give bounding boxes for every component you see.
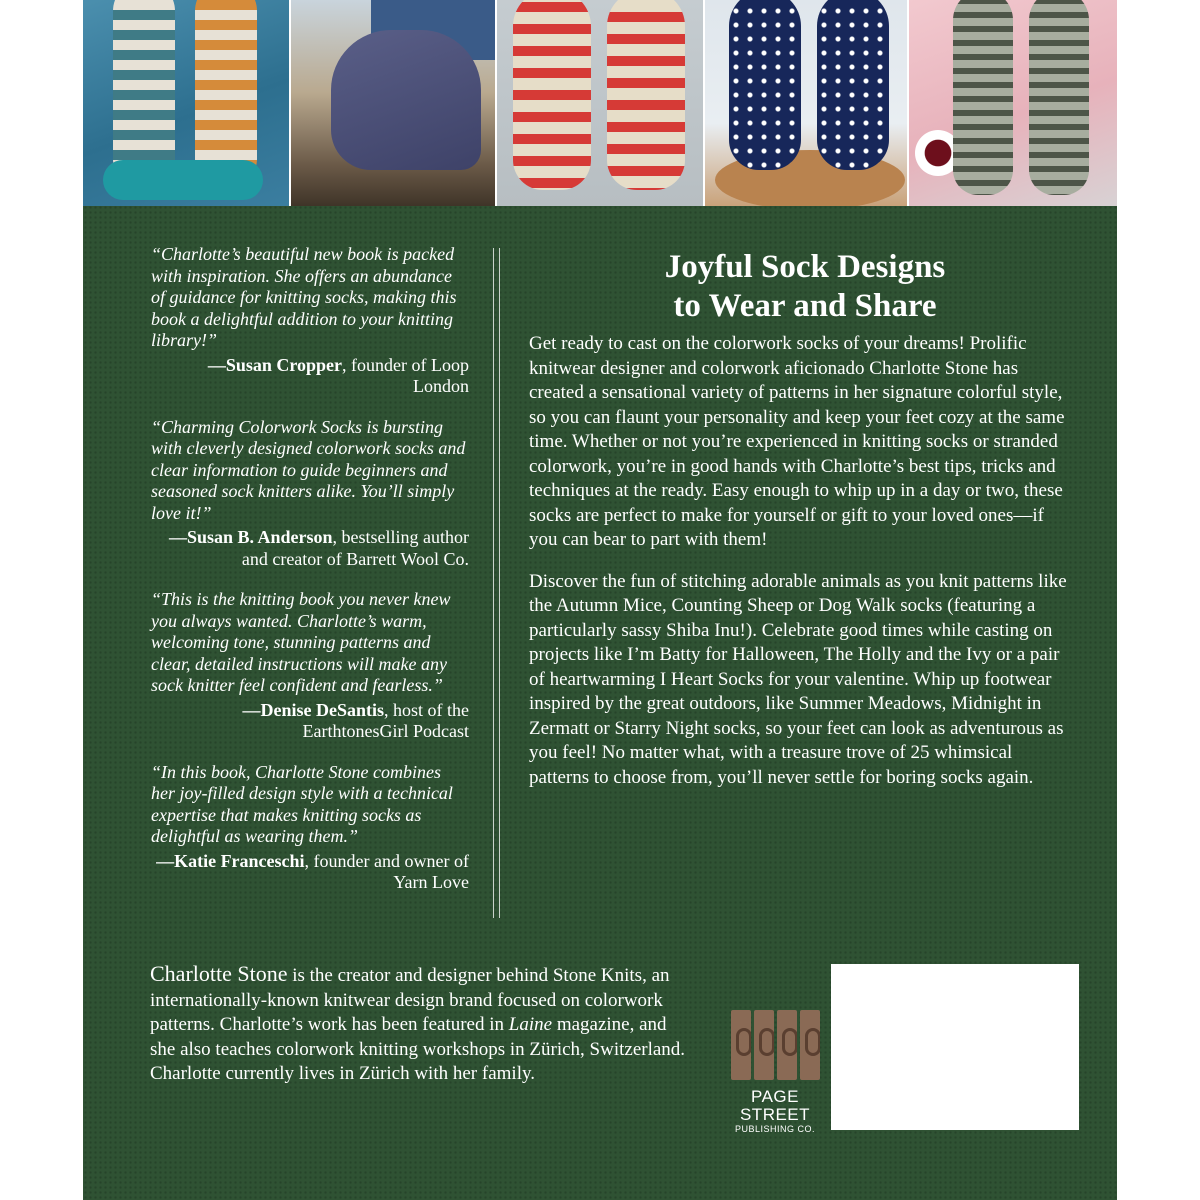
testimonials-column (151, 244, 469, 913)
testimonial-text: “This is the knitting book you never knew you always wanted. Charlotte’s warm, welcoming tone, stunning patterns and clear, detailed instructions will make any sock knitter feel confident and fearless.” (151, 589, 451, 695)
testimonial-role: , bestselling author and creator of Barrett Wool Co. (241, 527, 469, 569)
testimonial-role: , host of the EarthtonesGirl Podcast (302, 699, 469, 741)
barcode-area (831, 964, 1079, 1130)
testimonial-text: “In this book, Charlotte Stone combines her joy-filled design style with a technical expertise that makes knitting socks as delightful as wearing them.” (151, 761, 453, 846)
column-divider (499, 248, 500, 918)
publisher-sub: PUBLISHING CO. (734, 1124, 815, 1134)
testimonial-author: —Denise DeSantis (242, 699, 384, 720)
testimonial-author: —Susan Cropper (207, 354, 343, 375)
testimonial-attribution (151, 851, 469, 894)
hiking-socks-photo (291, 0, 497, 206)
publisher-name: PAGE STREET (739, 1087, 811, 1124)
headline (549, 248, 1061, 326)
author-bio (150, 962, 690, 1087)
testimonial-role: , founder of Loop London (342, 354, 469, 396)
testimonial (151, 589, 469, 743)
cherry-socks-photo (909, 0, 1117, 206)
headline-line-2: to Wear and Share (673, 288, 937, 324)
testimonial (151, 417, 469, 571)
apple-socks-photo (497, 0, 705, 206)
photo-strip (83, 0, 1117, 206)
testimonial-text: “Charming Colorwork Socks is bursting with cleverly designed colorwork socks and clear information to guide beginners and seasoned sock knitters alike. You’ll simply love it!” (151, 416, 466, 523)
publisher-logo (727, 1010, 823, 1134)
headline-line-1: Joyful Sock Designs (664, 249, 946, 285)
testimonial-attribution (151, 527, 469, 570)
book-back-cover (83, 0, 1117, 1200)
testimonial-attribution (151, 700, 469, 743)
letterpress-blocks-icon (727, 1010, 823, 1080)
description-paragraph: Get ready to cast on the colorwork socks of your dreams! Prolific knitwear designer and colorwork aficionado Charlotte Stone has created a sensational variety of patterns in her signature colorful style, so you can flaunt your personality and keep your feet cozy at the same time. Whether or not you’re experienced in knitting socks or stranded colorwork, you’re in good hands with Charlotte’s best tips, tricks and techniques at the ready. Easy enough to whip up in a day or two, these socks are perfect to make for yourself or gift to your loved ones—if you can bear to part with them! (529, 333, 1065, 550)
butterfly-socks-photo (83, 0, 291, 206)
bio-text: magazine, and she also teaches colorwork knitting workshops in Zürich, Switzerland. Charlotte currently lives in Zürich with her family. (150, 1014, 686, 1084)
testimonial-author: —Susan B. Anderson (168, 527, 333, 547)
testimonial-attribution (151, 355, 469, 398)
column-divider (493, 248, 494, 918)
testimonial (151, 762, 469, 894)
testimonial-author: —Katie Franceschi (156, 850, 305, 871)
description-paragraph: Discover the fun of stitching adorable animals as you knit patterns like the Autumn Mice, Counting Sheep or Dog Walk socks (featuring a particularly sassy Shiba Inu!). Celebrate good times while casting on projects like I’m Batty for Halloween, The Holly and the Ivy or a pair of heartwarming I Heart Socks for your valentine. Whip up footwear inspired by the great outdoors, like Summer Meadows, Midnight in Zermatt or Starry Night socks, so your feet can look as adventurous as you feel! No matter what, with a treasure trove of 25 whimsical patterns to choose from, you’ll never settle for boring socks again. (529, 570, 1067, 788)
testimonial-role: , founder and owner of Yarn Love (304, 850, 469, 892)
author-name: Charlotte Stone (150, 961, 288, 986)
magazine-name: Laine (508, 1014, 553, 1035)
snowflake-socks-photo (705, 0, 909, 206)
bio-text: is the creator and designer behind Stone Knits, an internationally-known knitwear design brand focused on colorwork patterns. Charlotte’s work has been featured in (150, 965, 670, 1035)
testimonial (151, 244, 469, 398)
testimonial-text: “Charlotte’s beautiful new book is packed with inspiration. She offers an abundance of guidance for knitting socks, making this book a delightful addition to your knitting library!” (151, 244, 457, 350)
book-description (529, 332, 1069, 807)
